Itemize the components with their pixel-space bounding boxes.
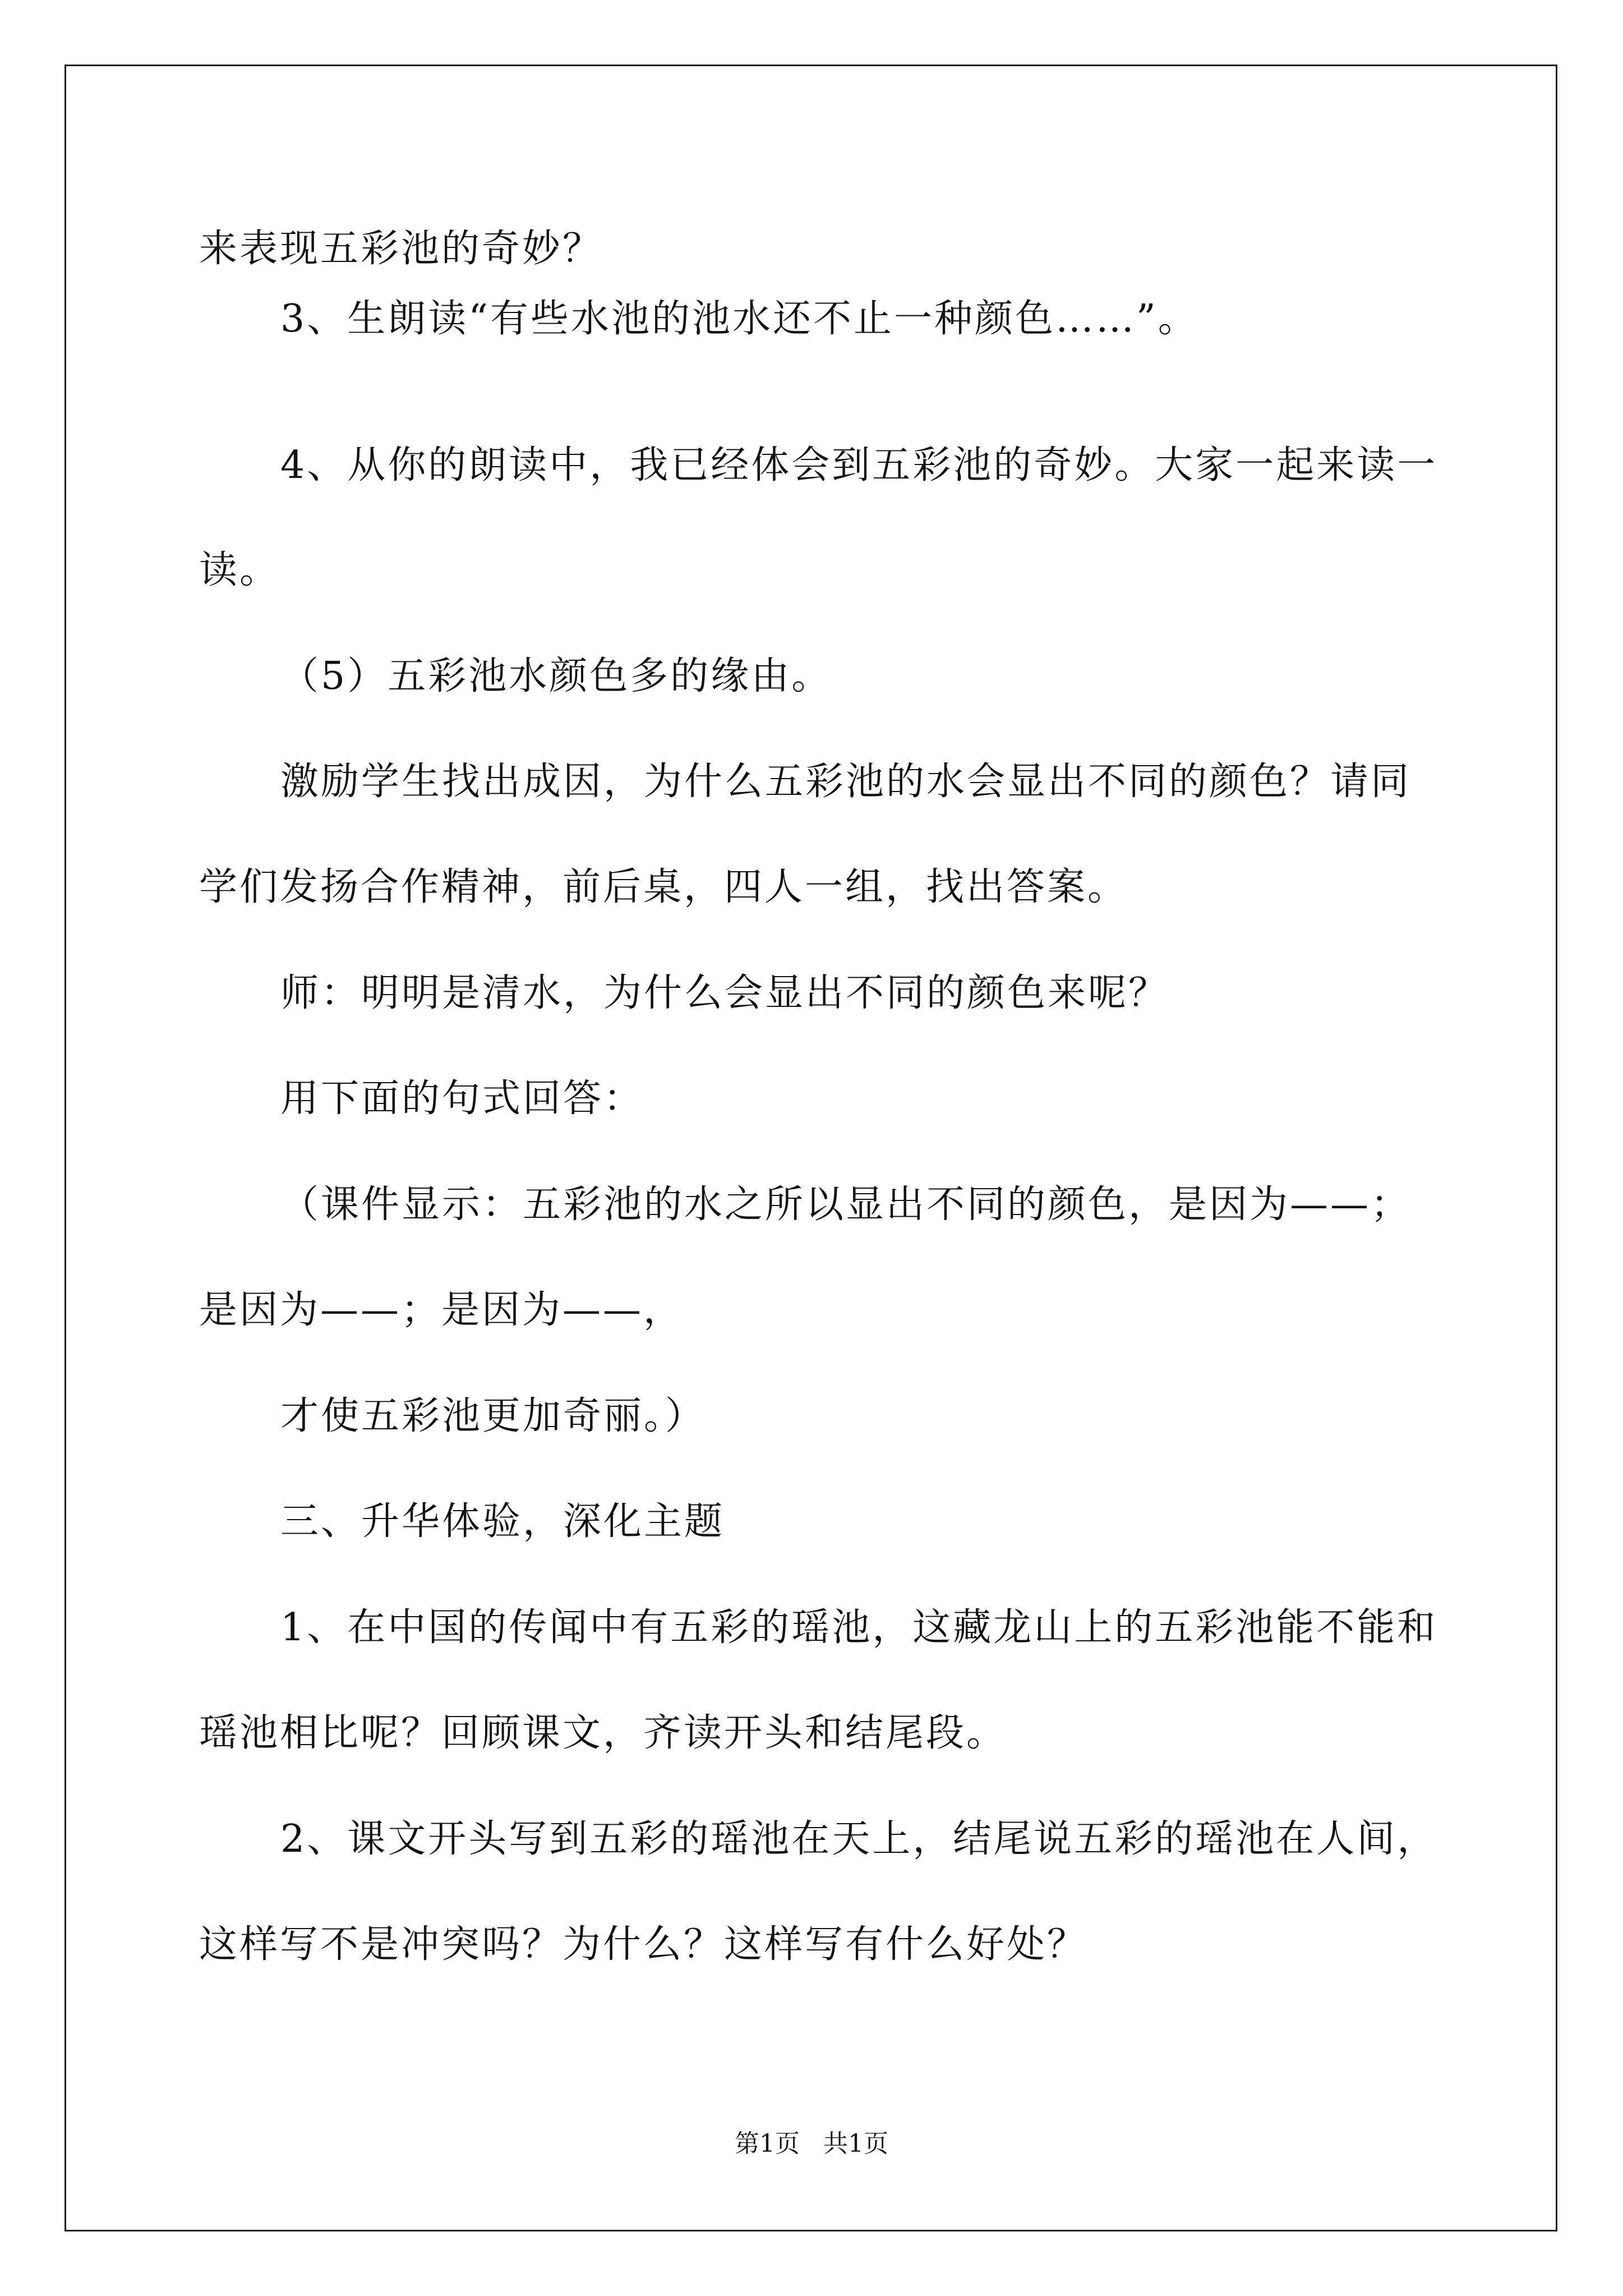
section-heading: 三、升华体验，深化主题 [280,1499,725,1544]
paragraph-line: 2、课文开头写到五彩的瑶池在天上，结尾说五彩的瑶池在人间， [280,1817,1438,1861]
paragraph-line: 1、在中国的传闻中有五彩的瑶池，这藏龙山上的五彩池能不能和 [280,1605,1438,1650]
paragraph-line: （课件显示：五彩池的水之所以显出不同的颜色，是因为——； [280,1182,1412,1227]
page-footer: 第1页 共1页 [735,2129,888,2158]
paragraph-line: 用下面的句式回答： [280,1076,644,1121]
paragraph-line: 这样写不是冲突吗？为什么？这样写有什么好处？ [199,1922,1088,1967]
paragraph-line: 4、从你的朗读中，我已经体会到五彩池的奇妙。大家一起来读一 [280,443,1438,487]
paragraph-line: 是因为——；是因为——， [199,1288,684,1332]
paragraph-line: 来表现五彩池的奇妙？ [199,227,603,271]
paragraph-line: 3、生朗读“有些水池的池水还不止一种颜色……”。 [280,297,1198,341]
paragraph-line: 才使五彩池更加奇丽。） [280,1394,706,1438]
paragraph-line: 读。 [199,548,280,592]
paragraph-line: 师：明明是清水，为什么会显出不同的颜色来呢？ [280,971,1169,1015]
paragraph-line: （5）五彩池水颜色多的缘由。 [280,654,832,698]
paragraph-line: 激励学生找出成因，为什么五彩池的水会显出不同的颜色？请同 [280,760,1412,804]
paragraph-line: 瑶池相比呢？回顾课文，齐读开头和结尾段。 [199,1711,1007,1755]
paragraph-line: 学们发扬合作精神，前后桌，四人一组，找出答案。 [199,865,1128,909]
page-border [64,65,1557,2231]
